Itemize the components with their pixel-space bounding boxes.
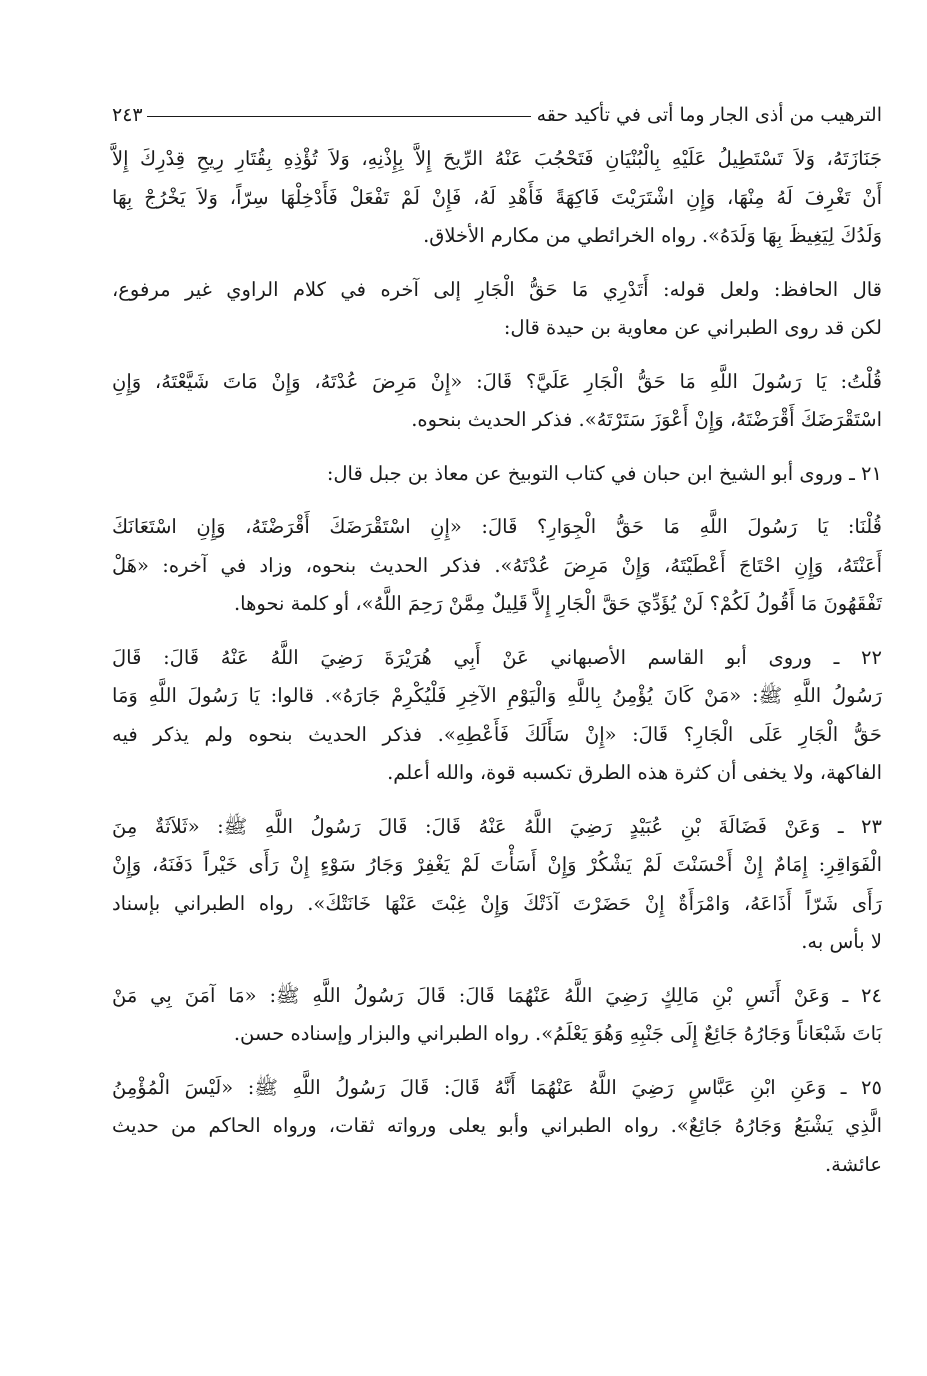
running-header (112, 92, 882, 126)
text-line: ٢١ ـ وروى أبو الشيخ ابن حبان في كتاب التوبيخ عن معاذ بن جبل قال: (326, 461, 882, 485)
text-line: أَعَنْتَهُ، وَإِنِ احْتَاجَ أَعْطَيْتَهُ، وَإِنْ مَرِضَ عُدْتَهُ». فذكر الحديث بنحوه، وزاد في آخره: «هَلْ (112, 553, 882, 577)
text-line: لكن قد روى الطبراني عن معاوية بن حيدة قال: (503, 316, 882, 339)
text-line: عائشة. (824, 1152, 882, 1176)
paragraph (112, 363, 882, 440)
text-line: الفاكهة، ولا يخفى أن كثرة هذه الطرق تكسبه قوة، والله أعلم. (387, 761, 882, 784)
text-line: قال الحافظ: ولعل قوله: أَتَدْرِي مَا حَقُّ الْجَارِ إلى آخره في كلام الراوي غير مرفوع، (112, 277, 882, 301)
text-line: رَسُولُ اللَّهِ ﷺ: «مَنْ كَانَ يُؤْمِنُ بِاللَّهِ وَالْيَوْمِ الآخِرِ فَلْيُكْرِمْ جَارَهُ». قالوا: يَا رَسُولَ اللَّهِ وَمَا (112, 684, 882, 707)
text-line: ٢٥ ـ وَعَنِ ابْنِ عَبَّاسٍ رَضِيَ اللَّهُ عَنْهُمَا أَنَّهُ قَالَ: قَالَ رَسُولُ اللَّهِ ﷺ: «لَيْسَ الْمُؤْمِنُ (112, 1075, 882, 1099)
text-line: قُلْتُ: يَا رَسُولَ اللَّهِ مَا حَقُّ الْجَارِ عَلَيَّ؟ قَالَ: «إِنْ مَرِضَ عُدْتَهُ، وَإِنْ مَاتَ شَيَّعْتَهُ، وَإِنِ (112, 369, 882, 393)
text-line: الَّذِي يَشْبَعُ وَجَارُهُ جَائِعٌ». رواه الطبراني وأبو يعلى ورواته ثقات، ورواه الحاكم من حديث (112, 1114, 882, 1137)
text-line: تَفْقَهُونَ مَا أَقُولُ لَكُمْ؟ لَنْ يُؤَدِّيَ حَقَّ الْجَارِ إِلاَّ قَلِيلٌ مِمَّنْ رَحِمَ اللَّهُ»، أو كلمة نحوها. (233, 592, 882, 615)
paragraph (112, 455, 882, 494)
paragraph (112, 639, 882, 793)
text-line: ٢٤ ـ وَعَنْ أَنَسِ بْنِ مَالِكٍ رَضِيَ اللَّهُ عَنْهُمَا قَالَ: قَالَ رَسُولُ اللَّهِ ﷺ: «مَا آمَنَ بِي مَنْ (112, 983, 882, 1007)
text-line: حَقُّ الْجَارِ عَلَى الْجَارِ؟ قَالَ: «إِنْ سَأَلَكَ فَأَعْطِهِ». فذكر الحديث بنحوه ولم يذكر فيه (112, 722, 882, 746)
text-line: وَلَدُكَ لِيَغِيظَ بِهَا وَلَدَهُ». رواه الخرائطي من مكارم الأخلاق. (423, 224, 882, 247)
text-line: ٢٣ ـ وَعَنْ فَضَالَةَ بْنِ عُبَيْدٍ رَضِيَ اللَّهُ عَنْهُ قَالَ: قَالَ رَسُولُ اللَّهِ ﷺ: «ثَلاَثَةٌ مِنَ (112, 814, 882, 838)
paragraph (112, 271, 882, 348)
text-line: اسْتَقْرَضَكَ أَقْرَضْتَهُ، وَإِنْ أَعْوَزَ سَتَرْتَهُ». فذكر الحديث بنحوه. (411, 408, 882, 431)
text-line: بَاتَ شَبْعَاناً وَجَارُهُ جَائِعٌ إِلَى جَنْبِهِ وَهُوَ يَعْلَمُ». رواه الطبراني والبزار وإسناده حسن. (233, 1022, 882, 1045)
text-line: الْفَوَاقِرِ: إِمَامٌ إِنْ أَحْسَنْتَ لَمْ يَشْكُرْ وَإِنْ أَسَأْتَ لَمْ يَغْفِرْ وَجَارُ سَوْءٍ إِنْ رَأَى خَيْراً دَفَنَهُ، وَإِنْ (112, 853, 882, 876)
page-body (112, 140, 882, 1199)
paragraph (112, 808, 882, 962)
text-line: قُلْنَا: يَا رَسُولَ اللَّهِ مَا حَقُّ الْجِوَارِ؟ قَالَ: «إِنِ اسْتَقْرَضَكَ أَقْرَضْتَهُ، وَإِنِ اسْتَعَانَكَ (112, 515, 882, 538)
text-line: رَأَى شَرّاً أَذَاعَهُ، وَامْرَأَةٌ إِنْ حَضَرْتَ آذَتْكَ وَإِنْ غِبْتَ عَنْهَا خَانَتْكَ». رواه الطبراني بإسناد (112, 891, 882, 915)
paragraph (112, 1069, 882, 1185)
text-line: جَنَازَتَهُ، وَلاَ تَسْتَطِيلُ عَلَيْهِ بِالْبُنْيَانِ فَتَحْجُبَ عَنْهُ الرِّيحَ إِلاَّ بِإِذْنِهِ، وَلاَ تُؤْذِهِ بِقُتَارِ رِيحِ قِدْرِكَ إِلاَّ (112, 147, 882, 170)
paragraph (112, 977, 882, 1054)
paragraph (112, 508, 882, 624)
text-line: ٢٢ ـ وروى أبو القاسم الأصبهاني عَنْ أَبِي هُرَيْرَةَ رَضِيَ اللَّهُ عَنْهُ قَالَ: قَالَ (112, 645, 882, 669)
text-line: أَنْ تَغْرِفَ لَهُ مِنْهَا، وَإِنِ اشْتَرَيْتَ فَاكِهَةً فَأَهْدِ لَهُ، فَإِنْ لَمْ تَفْعَلْ فَأَدْخِلْهَا سِرّاً، وَلاَ يَخْرُجْ بِهَا (112, 185, 882, 209)
text-line: لا بأس به. (801, 930, 882, 953)
paragraph (112, 140, 882, 256)
page-number: ٢٤٣ (112, 104, 143, 126)
header-title: الترهيب من أذى الجار وما أتى في تأكيد حقه (536, 104, 882, 126)
header-rule (147, 116, 531, 117)
